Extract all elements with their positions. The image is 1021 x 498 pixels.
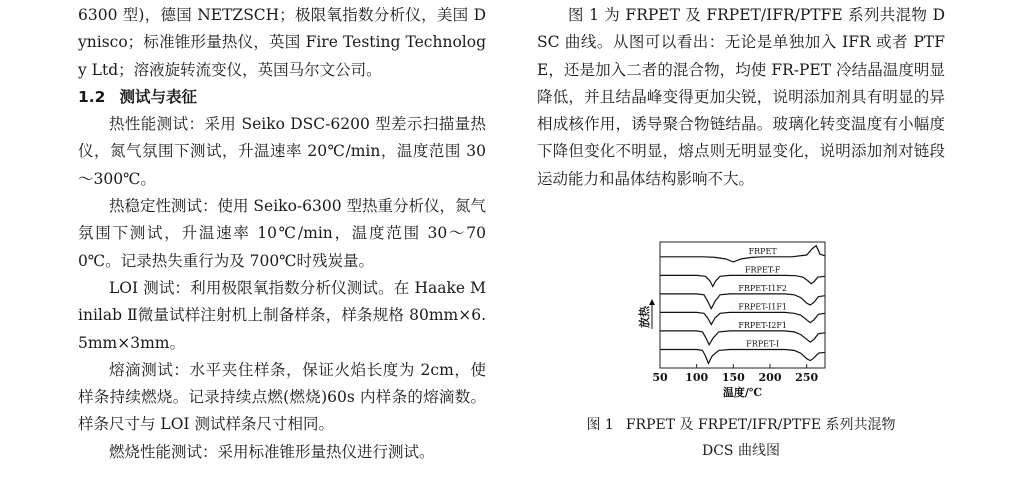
x-tick-label: 50	[652, 371, 668, 384]
x-tick-label: 200	[758, 371, 782, 384]
thermal-test-paragraph: 热性能测试：采用 Seiko DSC-6200 型差示扫描量热仪，氮气氛围下测试，升温速率 20℃/min，温度范围 30～300℃。	[78, 115, 486, 188]
dsc-figure	[630, 228, 855, 403]
caption-line-2: DCS 曲线图	[702, 443, 780, 459]
section-number: 1.2	[78, 87, 106, 106]
axes-group	[637, 242, 825, 399]
series-line-5	[660, 350, 825, 364]
series-label-3: FRPET-I1F1	[738, 302, 788, 312]
dsc-discussion-paragraph: 图 1 为 FRPET 及 FRPET/IFR/PTFE 系列共混物 DSC 曲线。从图可以看出：无论是单独加入 IFR 或者 PTFE，还是加入二者的混合物，均使 FR-PET 冷结晶温度明显降低，并且结晶峰变得更加尖锐，说明添加剂具有明显的异相成核作用，诱导聚合物链结晶。玻璃化转变温度有小幅度下降但变化不明显，熔点则无明显变化，说明添加剂对链段运动能力和晶体结构影响不大。	[537, 6, 945, 188]
section-title: 测试与表征	[119, 87, 197, 106]
left-column	[78, 2, 486, 466]
caption-text-1: FRPET 及 FRPET/IFR/PTFE 系列共混物	[625, 417, 896, 433]
series-label-0: FRPET	[748, 246, 777, 256]
right-column	[537, 2, 945, 193]
caption-number: 图 1	[586, 417, 614, 433]
x-axis-label: 温度/℃	[722, 386, 763, 399]
section-heading	[78, 84, 486, 111]
figure-caption	[537, 412, 945, 464]
combustion-test-paragraph: 燃烧性能测试：采用标准锥形量热仪进行测试。	[109, 442, 435, 461]
thermal-stability-paragraph: 热稳定性测试：使用 Seiko-6300 型热重分析仪，氮气氛围下测试，升温速率 10℃/min，温度范围 30～700℃。记录热失重行为及 700℃时残炭量。	[78, 197, 487, 270]
series-label-1: FRPET-F	[744, 265, 781, 275]
series-label-4: FRPET-I2F1	[738, 320, 788, 330]
caption-line-1	[537, 412, 945, 438]
labels-group	[738, 247, 787, 349]
drip-test-paragraph: 熔滴测试：水平夹住样条，保证火焰长度为 2cm，使样条持续燃烧。记录持续点燃(燃烧)60s 内样条的熔滴数。样条尺寸与 LOI 测试样条尺寸相同。	[78, 360, 486, 434]
x-tick-label: 250	[795, 371, 819, 384]
series-label-2: FRPET-I1F2	[738, 283, 788, 293]
y-axis-label: 放热	[638, 306, 651, 328]
dsc-chart	[630, 228, 855, 403]
x-tick-label: 100	[685, 371, 709, 384]
equipment-paragraph: 6300 型)，德国 NETZSCH；极限氧指数分析仪，美国 Dynisco；标准锥形量热仪，英国 Fire Testing Technology Ltd；溶液旋转流变仪，英国马尔文公司。	[78, 6, 486, 79]
series-line-4	[660, 331, 825, 345]
x-tick-label: 150	[721, 371, 745, 384]
y-axis-arrowhead	[649, 299, 655, 305]
series-label-5: FRPET-I	[746, 339, 780, 349]
series-line-0	[660, 246, 825, 262]
loi-test-paragraph: LOI 测试：利用极限氧指数分析仪测试。在 Haake Minilab Ⅱ微量试样注射机上制备样条，样条规格 80mm×6.5mm×3mm。	[78, 278, 486, 352]
